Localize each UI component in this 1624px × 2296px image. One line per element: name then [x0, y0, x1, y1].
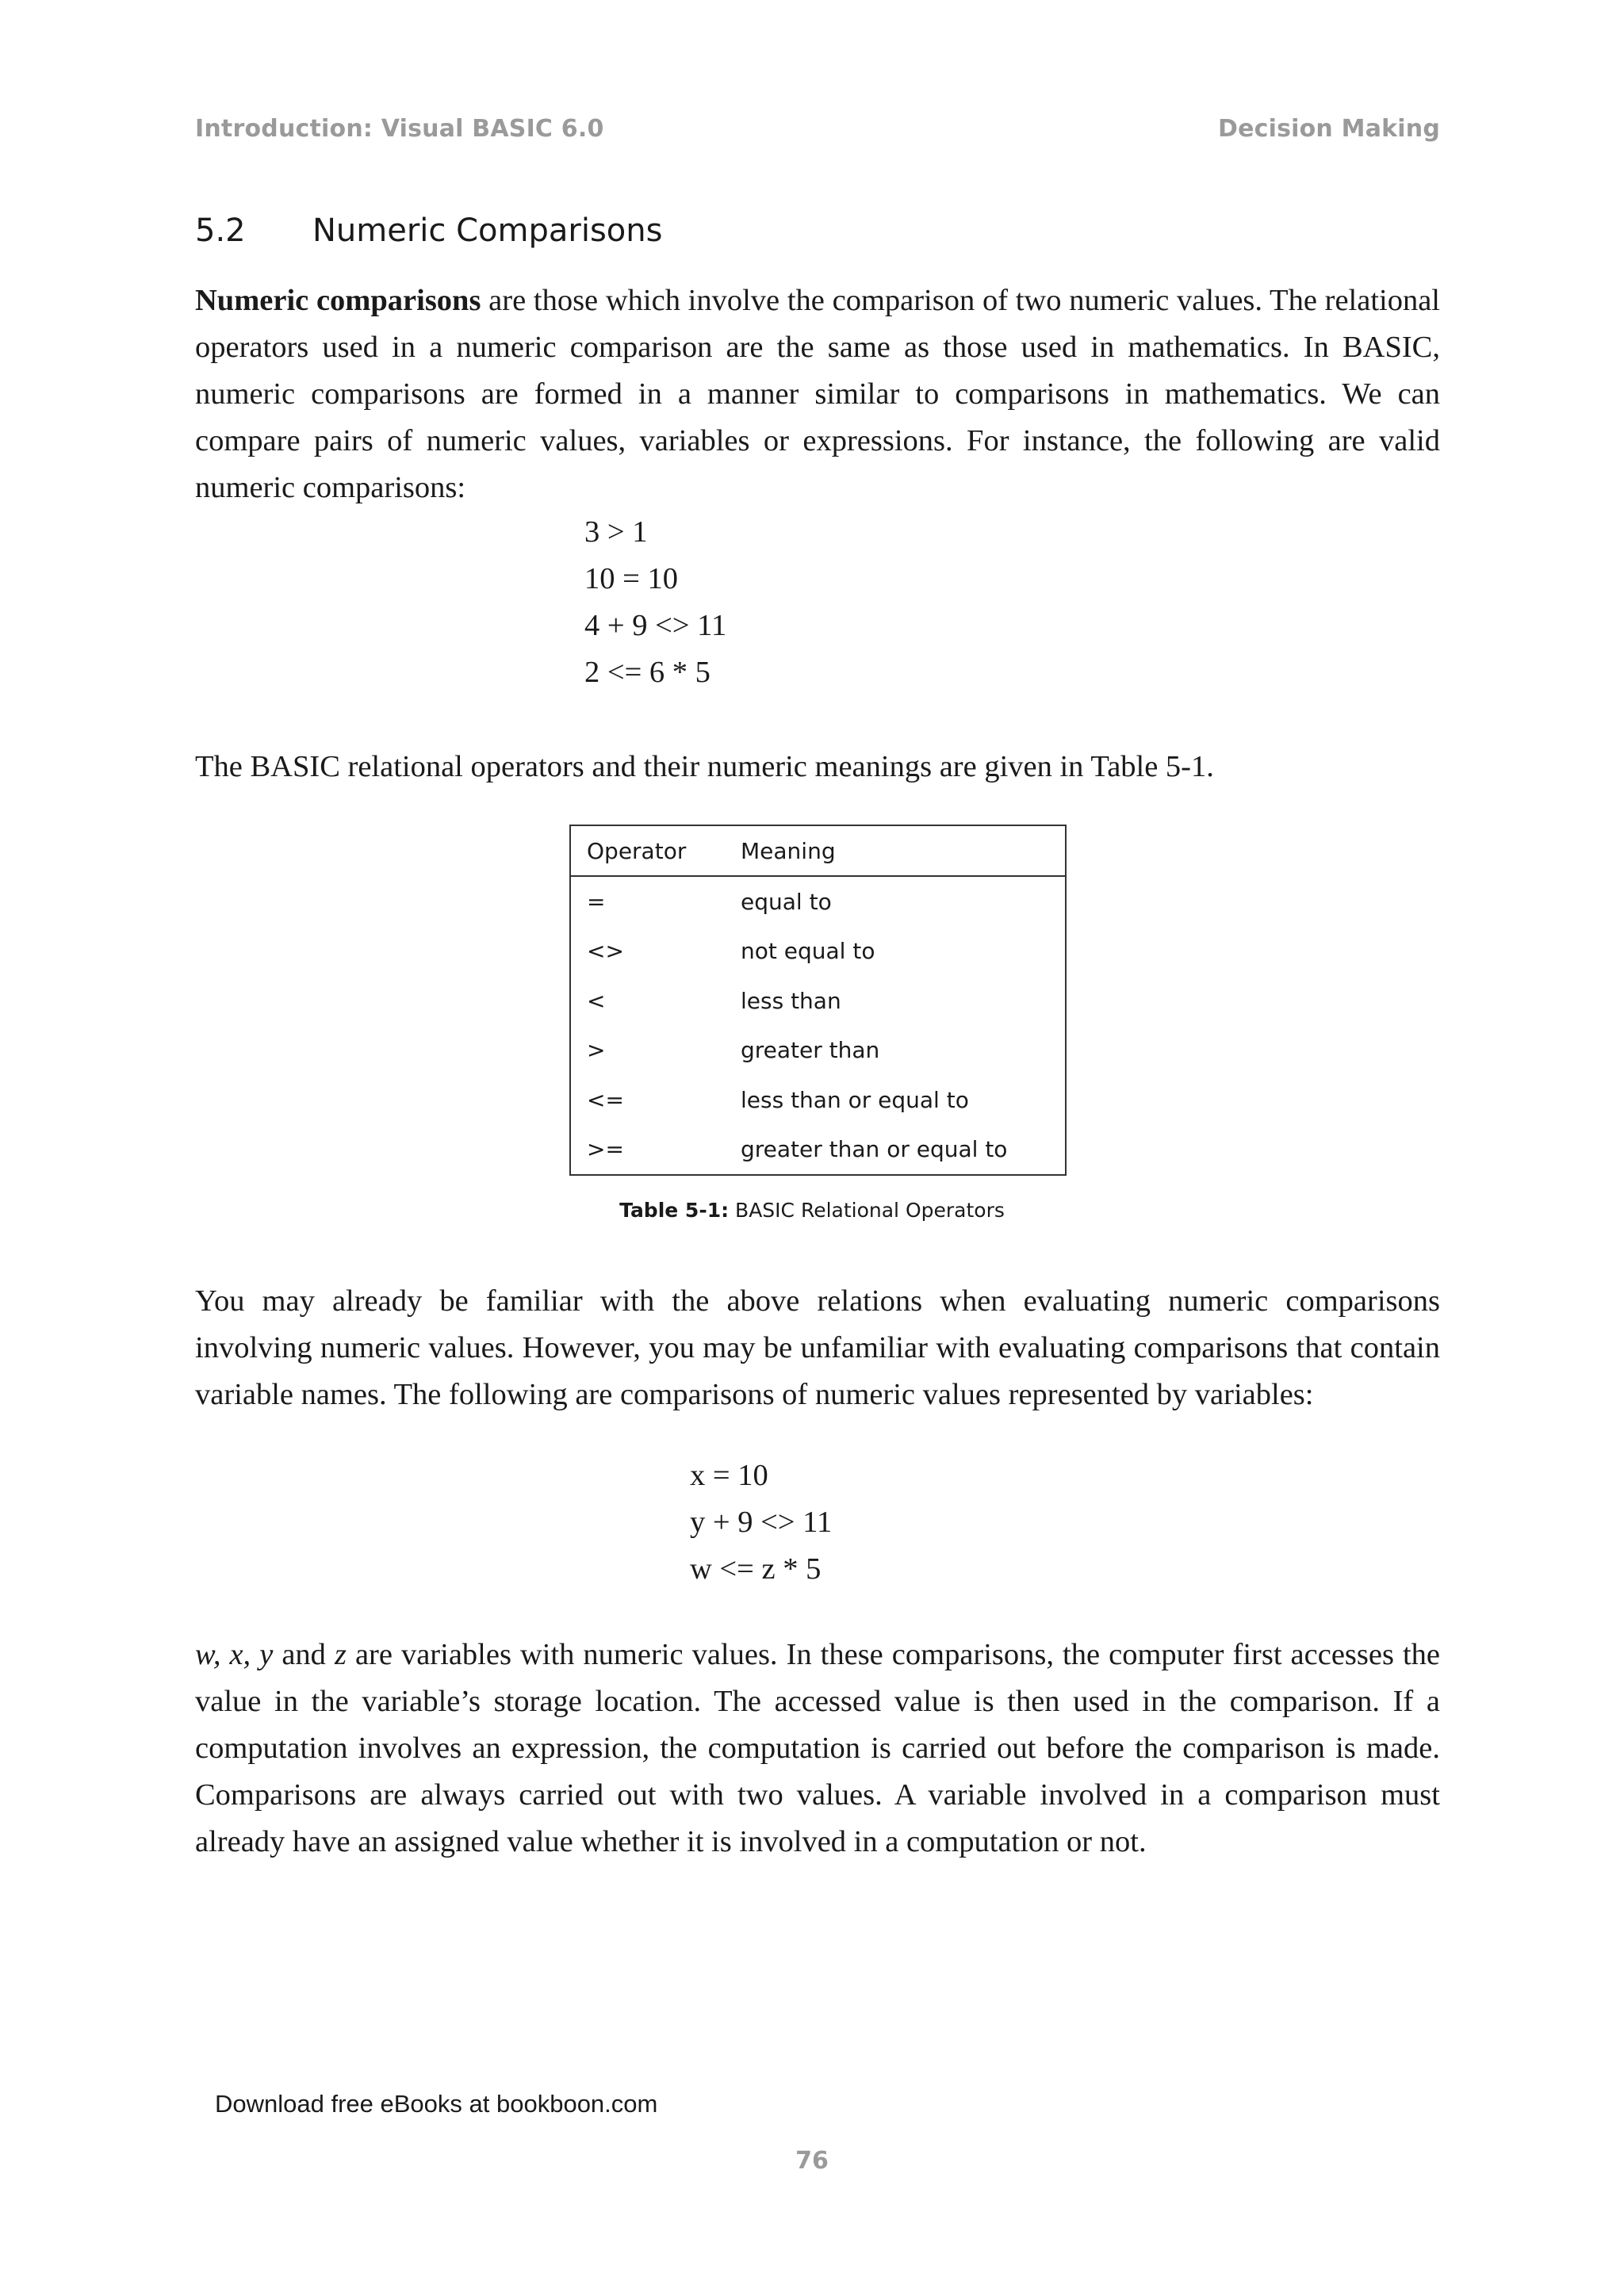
operator-cell: >: [587, 1037, 606, 1064]
meaning-cell: less than or equal to: [741, 1086, 969, 1113]
section-title: Numeric Comparisons: [312, 212, 663, 249]
numeric-examples: [584, 509, 726, 696]
header-chapter-title: Decision Making: [1217, 115, 1440, 143]
section-number: 5.2: [195, 212, 246, 249]
variable-name-z: z: [334, 1638, 347, 1671]
term-numeric-comparisons: Numeric comparisons: [195, 284, 481, 317]
example-line: 3 > 1: [584, 515, 648, 549]
running-header: [195, 115, 1440, 150]
intro-paragraph-text: are those which involve the comparison of two numeric values. The relational operators used in a numeric comparison are the same as those used in mathematics. In BASIC, numeric comparisons are formed in a manner similar to comparisons in mathematics. We can compare pairs of numeric values, variables or expressions. For instance, the following are valid numeric comparisons:: [195, 284, 1440, 504]
variable-examples: [690, 1452, 832, 1593]
table-row: [570, 1075, 1066, 1125]
operator-cell: <: [587, 987, 606, 1014]
table-caption: [0, 1199, 1624, 1222]
meaning-cell: greater than: [741, 1037, 880, 1064]
page-number: 76: [795, 2147, 829, 2175]
and-word: and: [273, 1638, 335, 1671]
table-row: [570, 1026, 1066, 1076]
meaning-cell: not equal to: [741, 938, 875, 965]
example-line: y + 9 <> 11: [690, 1506, 833, 1539]
example-line: x = 10: [690, 1459, 768, 1492]
table-header-row: [570, 825, 1066, 876]
example-line: 2 <= 6 * 5: [584, 656, 710, 689]
table-caption-label: Table 5-1:: [619, 1199, 730, 1222]
table-row: [570, 927, 1066, 977]
example-line: 4 + 9 <> 11: [584, 609, 727, 642]
variables-explanation-paragraph: [195, 1632, 1440, 1866]
operator-cell: <=: [587, 1086, 624, 1113]
variable-names-wxy: w, x, y: [195, 1638, 274, 1671]
example-line: 10 = 10: [584, 562, 678, 595]
bookboon-download-link[interactable]: Download free eBooks at bookboon.com: [215, 2090, 658, 2118]
column-header-meaning: Meaning: [725, 825, 1066, 876]
meaning-cell: less than: [741, 987, 841, 1014]
table-row: [570, 1125, 1066, 1176]
operator-cell: <>: [587, 938, 624, 965]
table-row: [570, 876, 1066, 927]
variables-intro-paragraph: You may already be familiar with the above relations when evaluating numeric comparisons involving numeric values. However, you may be unfamiliar with evaluating comparisons that contain variable names. The following are comparisons of numeric values represented by variables:: [195, 1284, 1440, 1411]
variables-explanation-text: are variables with numeric values. In these comparisons, the computer first accesses the value in the variable’s storage location. The accessed value is then used in the comparison. If a computation involves an expression, the computation is carried out before the comparison is made. Comparisons are always carried out with two values. A variable involved in a comparison must already have an assigned value whether it is involved in a computation or not.: [195, 1638, 1440, 1858]
operator-cell: >=: [587, 1136, 624, 1163]
example-line: w <= z * 5: [690, 1552, 822, 1586]
header-book-title: Introduction: Visual BASIC 6.0: [195, 115, 604, 143]
meaning-cell: greater than or equal to: [741, 1136, 1008, 1163]
meaning-cell: equal to: [741, 888, 832, 915]
operator-cell: =: [587, 888, 606, 915]
table-caption-text: BASIC Relational Operators: [729, 1199, 1005, 1222]
relational-operators-table: [569, 825, 1067, 1176]
table-intro-paragraph: The BASIC relational operators and their numeric meanings are given in Table 5-1.: [195, 750, 1214, 783]
intro-paragraph: [195, 277, 1440, 511]
table-row: [570, 976, 1066, 1026]
column-header-operator: Operator: [570, 825, 725, 876]
